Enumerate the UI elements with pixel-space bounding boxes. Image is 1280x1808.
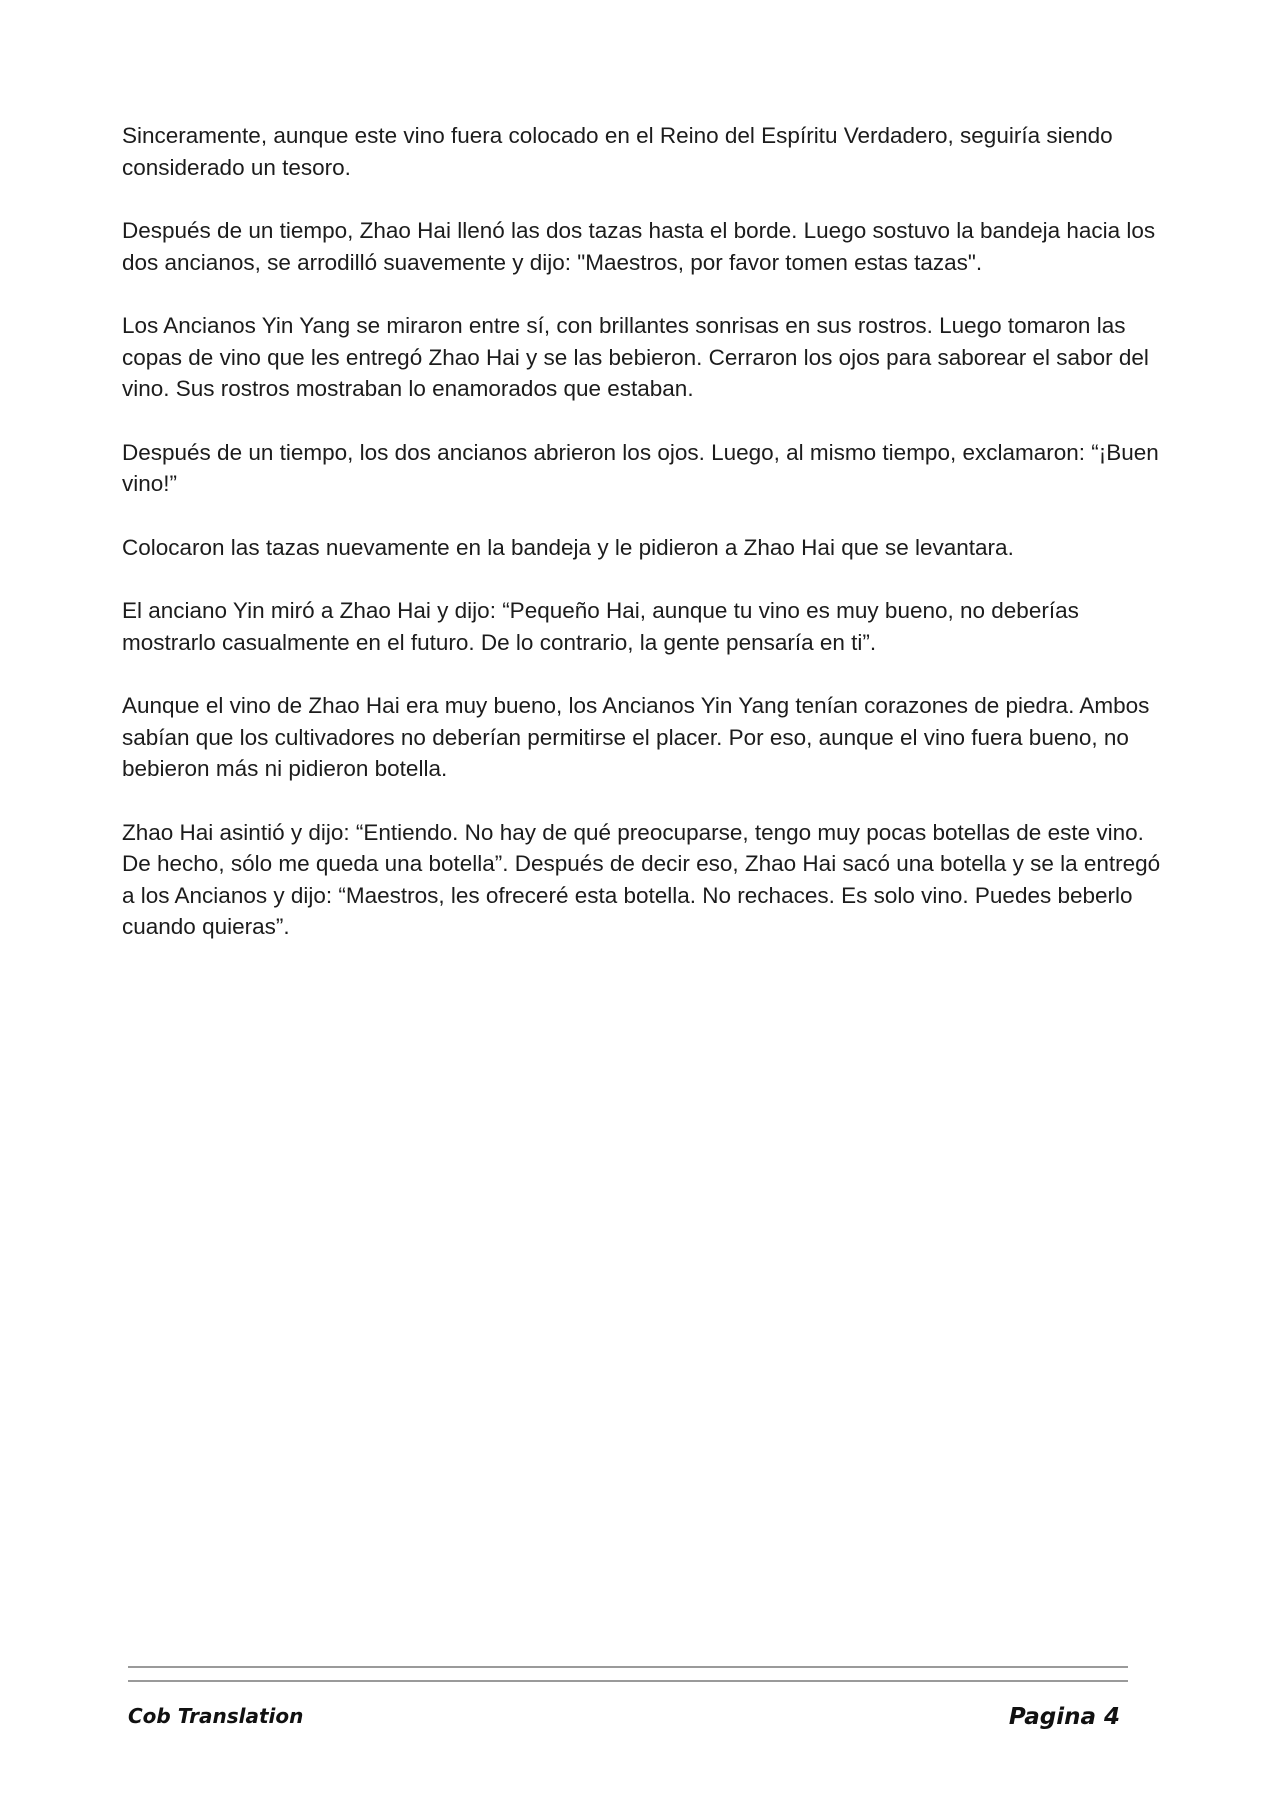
paragraph: Aunque el vino de Zhao Hai era muy bueno, los Ancianos Yin Yang tenían corazones de piedra. Ambos sabían que los cultivadores no deberían permitirse el placer. Por eso, aunque el vino fuera bueno, no bebieron más ni pidieron botella. [122,693,1150,781]
paragraph: Los Ancianos Yin Yang se miraron entre sí, con brillantes sonrisas en sus rostros. Luego tomaron las copas de vino que les entregó Zhao Hai y se las bebieron. Cerraron los ojos para saborear el sabor del vino. Sus rostros mostraban lo enamorados que estaban. [122,313,1149,401]
paragraph: Zhao Hai asintió y dijo: “Entiendo. No hay de qué preocuparse, tengo muy pocas botellas de este vino. De hecho, sólo me queda una botella”. Después de decir eso, Zhao Hai sacó una botella y se la entregó a los Ancianos y dijo: “Maestros, les ofreceré esta botella. No rechaces. Es solo vino. Puedes beberlo cuando quieras”. [122,819,1161,939]
footer-divider [128,1666,1128,1668]
paragraph: Después de un tiempo, Zhao Hai llenó las dos tazas hasta el borde. Luego sostuvo la bandeja hacia los dos ancianos, se arrodilló suavemente y dijo: "Maestros, por favor tomen estas tazas". [122,218,1156,275]
footer-page-number: Pagina 4 [1008,1704,1120,1730]
paragraph: Colocaron las tazas nuevamente en la bandeja y le pidieron a Zhao Hai que se levantara. [122,534,1014,560]
paragraph: Sinceramente, aunque este vino fuera colocado en el Reino del Espíritu Verdadero, seguiría siendo considerado un tesoro. [122,123,1113,180]
paragraph: El anciano Yin miró a Zhao Hai y dijo: “Pequeño Hai, aunque tu vino es muy bueno, no deberías mostrarlo casualmente en el futuro. De lo contrario, la gente pensaría en ti”. [122,598,1079,655]
body-text [122,120,1162,975]
footer-divider [128,1680,1128,1682]
footer-translator-credit: Cob Translation [128,1704,304,1728]
paragraph: Después de un tiempo, los dos ancianos abrieron los ojos. Luego, al mismo tiempo, exclamaron: “¡Buen vino!” [122,439,1159,496]
